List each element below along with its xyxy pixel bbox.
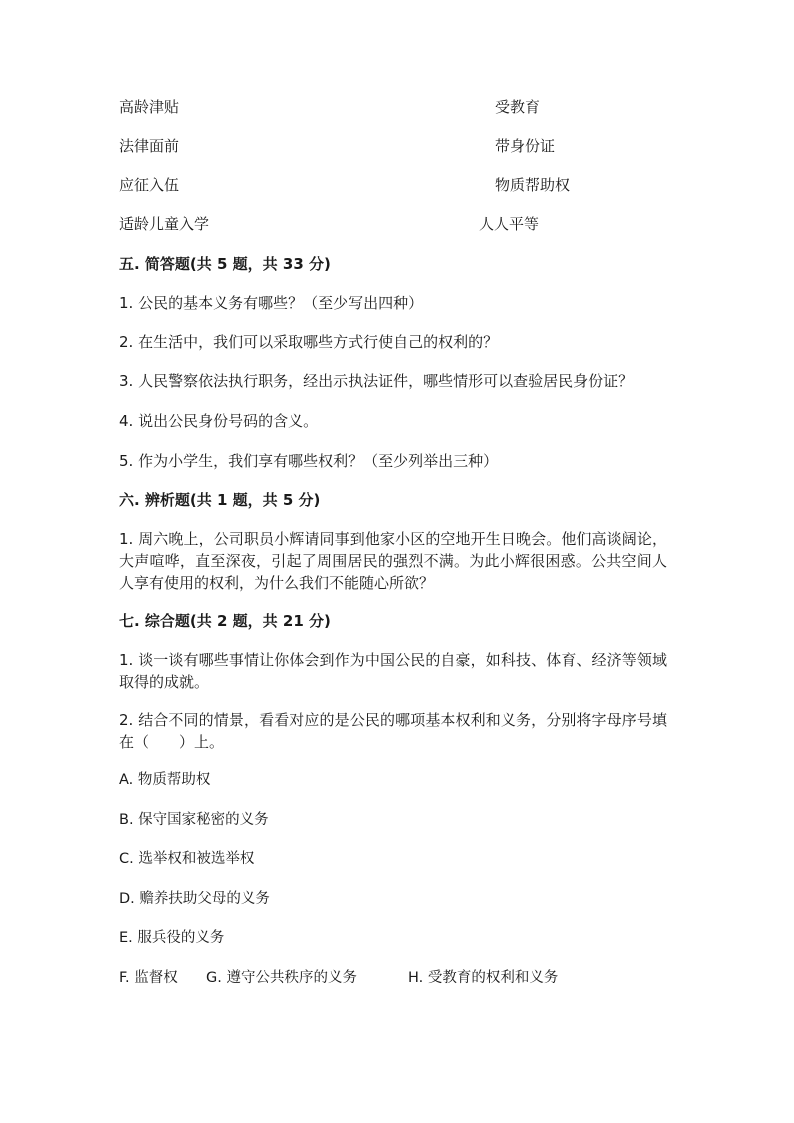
option-h: H. 受教育的权利和义务: [408, 970, 559, 986]
section7-heading: 七. 综合题(共 2 题，共 21 分): [119, 612, 331, 630]
option-b: B. 保守国家秘密的义务: [119, 812, 269, 828]
section7-question-1: 1. 谈一谈有哪些事情让你体会到作为中国公民的自豪，如科技、体育、经济等领域取得的成就。: [119, 651, 667, 691]
section5-heading: 五. 简答题(共 5 题，共 33 分): [119, 255, 331, 273]
section5-question-2: 2. 在生活中，我们可以采取哪些方式行使自己的权利的？: [119, 333, 499, 351]
match-left-2: 法律面前: [119, 137, 180, 155]
match-left-3: 应征入伍: [119, 176, 180, 194]
option-a: A. 物质帮助权: [119, 772, 211, 788]
section6-question-1: 1. 周六晚上，公司职员小辉请同事到他家小区的空地开生日晚会。他们高谈阔论，大声喧哗，直至深夜，引起了周围居民的强烈不满。为此小辉很困惑。公共空间人人享有使用的权利，为什么我们不能随心所欲？: [119, 530, 667, 592]
match-right-4: 人人平等: [479, 215, 540, 233]
section5-question-4: 4. 说出公民身份号码的含义。: [119, 412, 319, 430]
match-left-1: 高龄津贴: [119, 98, 180, 116]
option-e: E. 服兵役的义务: [119, 930, 225, 946]
section5-question-1: 1. 公民的基本义务有哪些？（至少写出四种）: [119, 294, 424, 312]
match-left-4: 适龄儿童入学: [119, 215, 210, 233]
section7-question-2: 2. 结合不同的情景，看看对应的是公民的哪项基本权利和义务，分别将字母序号填在（ ）上。: [119, 711, 667, 751]
option-d: D. 赡养扶助父母的义务: [119, 891, 270, 907]
option-f: F. 监督权: [119, 970, 178, 986]
match-right-3: 物质帮助权: [495, 176, 571, 194]
section6-heading: 六. 辨析题(共 1 题，共 5 分): [119, 491, 321, 509]
match-right-1: 受教育: [495, 98, 541, 116]
section5-question-5: 5. 作为小学生，我们享有哪些权利？（至少列举出三种）: [119, 452, 499, 470]
option-c: C. 选举权和被选举权: [119, 851, 255, 867]
match-right-2: 带身份证: [495, 137, 556, 155]
section5-question-3: 3. 人民警察依法执行职务，经出示执法证件，哪些情形可以查验居民身份证？: [119, 372, 634, 390]
option-g: G. 遵守公共秩序的义务: [206, 970, 357, 986]
